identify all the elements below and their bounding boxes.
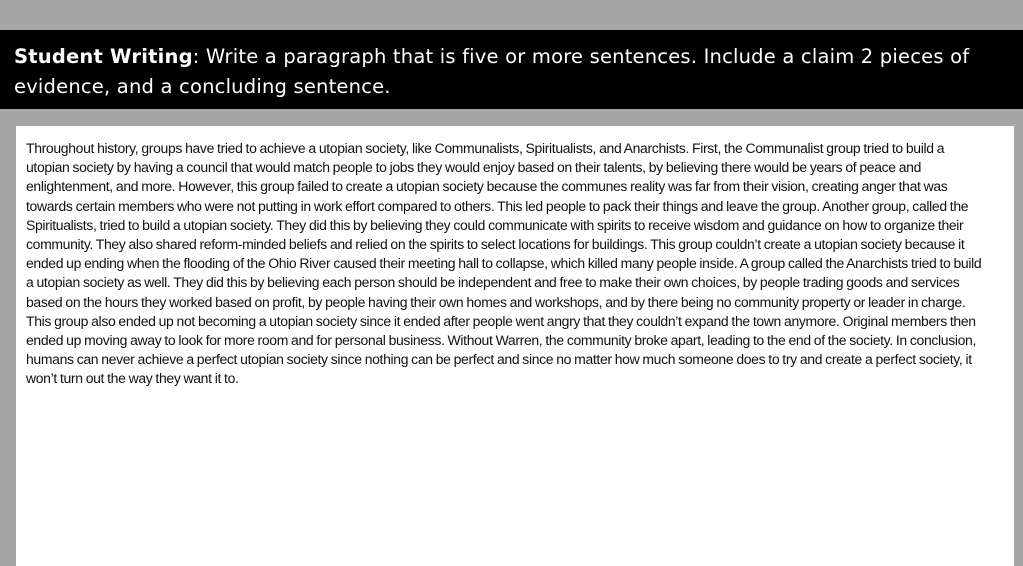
prompt-separator: :	[192, 45, 200, 68]
response-paragraph: Throughout history, groups have tried to achieve a utopian society, like Communalists, Spiritualists, and Anarchists. First, the Communalist group tried to build a utopian society by having a council that would match people to jobs they would enjoy based on their talents, by believing there would be years of peace and enlightenment, and more. However, this group failed to create a utopian society because the communes reality was far from their vision, creating anger that was towards certain members who were not putting in work effort compared to others. This led people to pack their things and leave the group. Another group, called the Spiritualists, tried to build a utopian society. They did this by believing they could communicate with spirits to receive wisdom and guidance on how to organize their community. They also shared reform-minded beliefs and relied on the spirits to select locations for buildings. This group couldn’t create a utopian society because it ended up ending when the flooding of the Ohio River caused their meeting hall to collapse, which killed many people inside. A group called the Anarchists tried to build a utopian society as well. They did this by believing each person should be independent and free to make their own choices, by people trading goods and services based on the hours they worked based on profit, by people having their own homes and workshops, and by there being no community property or leader in charge. This group also ended up not becoming a utopian society since it ended after people went angry that they couldn’t expand the town anymore. Original members then ended up moving away to look for more room and for personal business. Without Warren, the community broke apart, leading to the end of the society. In conclusion, humans can never achieve a perfect utopian society since nothing can be perfect and since no matter how much someone does to try and create a perfect society, it won’t turn out the way they want it to.	[26, 141, 982, 388]
response-text-box[interactable]	[16, 126, 1014, 566]
prompt-label: Student Writing	[14, 45, 193, 68]
prompt-text: Write a paragraph that is five or more sentences. Include a claim 2 pieces of evidence, and a concluding sentence.	[14, 45, 970, 98]
prompt-banner	[0, 30, 1023, 109]
top-strip	[0, 0, 1023, 30]
